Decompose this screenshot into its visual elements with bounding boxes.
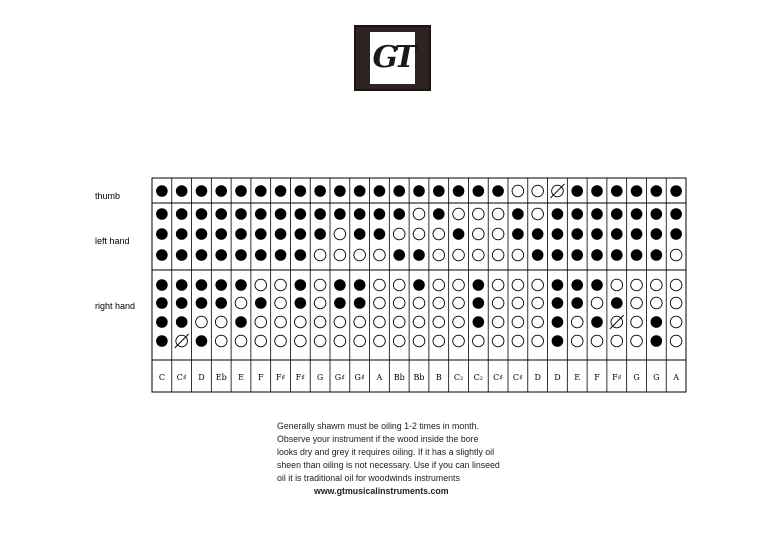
lh-hole-3-closed: [651, 249, 663, 261]
lh-hole-3-closed: [571, 249, 583, 261]
note-label: G: [633, 373, 640, 382]
rh-hole-1-open: [651, 279, 663, 291]
thumb-hole-closed: [611, 185, 623, 197]
gt-logo-text: GT: [370, 32, 415, 84]
thumb-hole-open: [512, 185, 524, 197]
note-label: Eb: [215, 373, 227, 382]
rh-hole-3-closed: [591, 316, 603, 328]
rh-hole-4-open: [492, 335, 504, 347]
rh-hole-4-open: [334, 335, 346, 347]
lh-hole-2-closed: [670, 228, 682, 240]
rh-hole-3-closed: [651, 316, 663, 328]
lh-hole-1-closed: [631, 208, 643, 220]
lh-hole-1-closed: [393, 208, 405, 220]
rh-hole-4-open: [512, 335, 524, 347]
rh-hole-2-closed: [354, 297, 366, 309]
note-label: F: [257, 373, 264, 382]
lh-hole-2-open: [393, 228, 405, 240]
rh-hole-1-open: [275, 279, 287, 291]
rh-hole-2-open: [433, 297, 445, 309]
lh-hole-1-closed: [591, 208, 603, 220]
lh-hole-1-closed: [354, 208, 366, 220]
note-label: D: [198, 373, 205, 382]
rh-hole-4-open: [393, 335, 405, 347]
lh-hole-2-closed: [196, 228, 208, 240]
rh-hole-1-open: [670, 279, 682, 291]
rh-hole-3-open: [571, 316, 583, 328]
lh-hole-1-open: [532, 208, 544, 220]
rh-hole-4-open: [591, 335, 603, 347]
lh-hole-2-closed: [215, 228, 227, 240]
rh-hole-1-open: [611, 279, 623, 291]
lh-hole-3-open: [354, 249, 366, 261]
footer-line: looks dry and grey it requires oiling. If it has a slightly oil: [277, 447, 495, 458]
note-label: Bb: [393, 373, 405, 382]
lh-hole-3-closed: [275, 249, 287, 261]
thumb-hole-closed: [651, 185, 663, 197]
lh-hole-2-closed: [275, 228, 287, 240]
thumb-hole-closed: [492, 185, 504, 197]
lh-hole-2-closed: [611, 228, 623, 240]
lh-hole-3-closed: [156, 249, 168, 261]
rh-hole-4-open: [631, 335, 643, 347]
rh-hole-2-closed: [196, 297, 208, 309]
rh-hole-3-open: [275, 316, 287, 328]
rh-hole-4-closed: [156, 335, 168, 347]
note-label: D: [554, 373, 561, 382]
lh-hole-3-open: [433, 249, 445, 261]
thumb-hole-closed: [374, 185, 386, 197]
lh-hole-2-open: [492, 228, 504, 240]
lh-hole-3-open: [334, 249, 346, 261]
thumb-hole-closed: [156, 185, 168, 197]
lh-hole-3-closed: [413, 249, 425, 261]
lh-hole-3-open: [374, 249, 386, 261]
rh-hole-2-closed: [552, 297, 564, 309]
note-label: G: [316, 373, 324, 382]
rh-hole-2-open: [275, 297, 287, 309]
note-label: F: [594, 373, 600, 382]
note-label: A: [673, 373, 680, 382]
lh-hole-1-open: [492, 208, 504, 220]
rh-hole-3-closed: [176, 316, 188, 328]
note-label: C₂: [473, 373, 483, 382]
lh-hole-1-closed: [670, 208, 682, 220]
rh-hole-2-open: [651, 297, 663, 309]
rh-hole-2-open: [670, 297, 682, 309]
lh-hole-3-closed: [611, 249, 623, 261]
lh-hole-3-open: [473, 249, 485, 261]
lh-hole-3-closed: [196, 249, 208, 261]
note-label: Bb: [413, 373, 425, 382]
rh-hole-3-open: [354, 316, 366, 328]
rh-hole-1-open: [314, 279, 326, 291]
note-label: A: [376, 373, 383, 382]
rh-hole-2-open: [492, 297, 504, 309]
rh-hole-1-closed: [591, 279, 603, 291]
thumb-hole-closed: [393, 185, 405, 197]
note-label: E: [574, 373, 581, 382]
rh-hole-3-open: [215, 316, 227, 328]
lh-hole-3-closed: [552, 249, 564, 261]
thumb-hole-open: [532, 185, 544, 197]
lh-hole-1-closed: [215, 208, 227, 220]
note-label: G: [653, 373, 660, 382]
rh-hole-3-open: [512, 316, 524, 328]
note-label: C♯: [512, 373, 523, 382]
thumb-hole-closed: [215, 185, 227, 197]
rh-hole-4-open: [374, 335, 386, 347]
rh-hole-4-open: [215, 335, 227, 347]
rh-hole-2-closed: [295, 297, 307, 309]
thumb-hole-closed: [413, 185, 425, 197]
lh-hole-3-open: [512, 249, 524, 261]
thumb-hole-closed: [334, 185, 346, 197]
lh-hole-2-closed: [512, 228, 524, 240]
footer-line: Observe your instrument if the wood inside the bore: [277, 434, 479, 445]
thumb-hole-closed: [176, 185, 188, 197]
rh-hole-3-open: [492, 316, 504, 328]
thumb-hole-closed: [275, 185, 287, 197]
rh-hole-4-open: [235, 335, 247, 347]
note-label: C♯: [493, 373, 504, 382]
rh-hole-4-open: [453, 335, 465, 347]
rh-hole-2-open: [453, 297, 465, 309]
lh-hole-3-open: [670, 249, 682, 261]
lh-hole-3-closed: [631, 249, 643, 261]
rh-hole-1-closed: [156, 279, 168, 291]
rh-hole-1-closed: [354, 279, 366, 291]
lh-hole-2-open: [473, 228, 485, 240]
lh-hole-2-closed: [314, 228, 326, 240]
thumb-hole-closed: [196, 185, 208, 197]
lh-hole-1-closed: [433, 208, 445, 220]
rh-hole-3-open: [393, 316, 405, 328]
rh-hole-2-closed: [156, 297, 168, 309]
lh-hole-2-closed: [295, 228, 307, 240]
footer-line: sheen than oiling is not necessary. Use if you can linseed: [277, 460, 500, 471]
thumb-hole-closed: [295, 185, 307, 197]
rh-hole-2-open: [591, 297, 603, 309]
rh-hole-4-closed: [552, 335, 564, 347]
rh-hole-2-open: [512, 297, 524, 309]
rh-hole-3-open: [433, 316, 445, 328]
rh-hole-4-open: [571, 335, 583, 347]
rh-hole-1-closed: [552, 279, 564, 291]
rh-hole-2-closed: [611, 297, 623, 309]
rh-hole-2-open: [374, 297, 386, 309]
rh-hole-2-closed: [215, 297, 227, 309]
rh-hole-3-open: [670, 316, 682, 328]
thumb-hole-closed: [473, 185, 485, 197]
lh-hole-1-open: [453, 208, 465, 220]
lh-hole-1-closed: [255, 208, 267, 220]
note-label: D: [534, 373, 541, 382]
lh-hole-2-closed: [552, 228, 564, 240]
rh-hole-3-open: [255, 316, 267, 328]
rh-hole-2-closed: [571, 297, 583, 309]
row-label-left-hand: left hand: [95, 236, 130, 246]
lh-hole-3-open: [453, 249, 465, 261]
website-link[interactable]: www.gtmusicalinstruments.com: [314, 486, 449, 497]
rh-hole-1-open: [532, 279, 544, 291]
rh-hole-4-open: [611, 335, 623, 347]
rh-hole-3-open: [295, 316, 307, 328]
rh-hole-1-closed: [196, 279, 208, 291]
lh-hole-3-open: [314, 249, 326, 261]
rh-hole-3-open: [374, 316, 386, 328]
lh-hole-2-open: [433, 228, 445, 240]
lh-hole-3-closed: [255, 249, 267, 261]
thumb-hole-closed: [354, 185, 366, 197]
note-label: E: [238, 373, 244, 382]
thumb-hole-closed: [670, 185, 682, 197]
rh-hole-4-closed: [651, 335, 663, 347]
note-label: G♯: [334, 373, 346, 382]
rh-hole-1-open: [492, 279, 504, 291]
lh-hole-1-open: [473, 208, 485, 220]
note-label: F♯: [275, 373, 286, 382]
lh-hole-1-closed: [374, 208, 386, 220]
thumb-hole-closed: [235, 185, 247, 197]
lh-hole-1-closed: [176, 208, 188, 220]
note-label: B: [435, 373, 442, 382]
rh-hole-1-closed: [571, 279, 583, 291]
lh-hole-1-closed: [275, 208, 287, 220]
rh-hole-1-closed: [215, 279, 227, 291]
rh-hole-3-closed: [473, 316, 485, 328]
rh-hole-2-closed: [255, 297, 267, 309]
rh-hole-1-open: [453, 279, 465, 291]
rh-hole-4-open: [532, 335, 544, 347]
rh-hole-3-open: [413, 316, 425, 328]
lh-hole-1-closed: [651, 208, 663, 220]
rh-hole-4-open: [275, 335, 287, 347]
rh-hole-4-open: [473, 335, 485, 347]
rh-hole-2-open: [413, 297, 425, 309]
note-label: G♯: [354, 373, 365, 382]
lh-hole-3-closed: [532, 249, 544, 261]
oiling-instructions: [277, 420, 567, 499]
note-label: C♯: [176, 373, 187, 382]
rh-hole-1-closed: [473, 279, 485, 291]
lh-hole-3-open: [492, 249, 504, 261]
rh-hole-4-open: [314, 335, 326, 347]
rh-hole-2-open: [631, 297, 643, 309]
rh-hole-3-open: [631, 316, 643, 328]
rh-hole-3-closed: [552, 316, 564, 328]
lh-hole-2-closed: [176, 228, 188, 240]
lh-hole-1-open: [413, 208, 425, 220]
lh-hole-1-closed: [334, 208, 346, 220]
lh-hole-1-closed: [295, 208, 307, 220]
lh-hole-3-closed: [393, 249, 405, 261]
lh-hole-2-closed: [591, 228, 603, 240]
thumb-hole-closed: [571, 185, 583, 197]
rh-hole-1-open: [433, 279, 445, 291]
lh-hole-3-closed: [295, 249, 307, 261]
lh-hole-3-closed: [235, 249, 247, 261]
lh-hole-2-closed: [156, 228, 168, 240]
thumb-hole-closed: [591, 185, 603, 197]
note-label: F♯: [295, 373, 306, 382]
rh-hole-3-open: [453, 316, 465, 328]
rh-hole-3-open: [334, 316, 346, 328]
lh-hole-2-closed: [532, 228, 544, 240]
lh-hole-1-closed: [235, 208, 247, 220]
rh-hole-2-open: [314, 297, 326, 309]
lh-hole-1-closed: [512, 208, 524, 220]
rh-hole-1-open: [512, 279, 524, 291]
lh-hole-2-closed: [374, 228, 386, 240]
lh-hole-2-closed: [453, 228, 465, 240]
rh-hole-4-open: [295, 335, 307, 347]
rh-hole-1-open: [631, 279, 643, 291]
rh-hole-2-open: [235, 297, 247, 309]
lh-hole-3-closed: [215, 249, 227, 261]
rh-hole-3-open: [196, 316, 208, 328]
note-label: C: [158, 373, 165, 382]
rh-hole-3-closed: [156, 316, 168, 328]
lh-hole-3-closed: [176, 249, 188, 261]
lh-hole-1-closed: [314, 208, 326, 220]
lh-hole-2-closed: [255, 228, 267, 240]
lh-hole-2-closed: [235, 228, 247, 240]
rh-hole-4-open: [413, 335, 425, 347]
rh-hole-4-open: [354, 335, 366, 347]
lh-hole-3-closed: [591, 249, 603, 261]
lh-hole-1-closed: [611, 208, 623, 220]
rh-hole-1-open: [374, 279, 386, 291]
rh-hole-3-open: [314, 316, 326, 328]
rh-hole-4-closed: [196, 335, 208, 347]
rh-hole-1-closed: [413, 279, 425, 291]
row-label-thumb: thumb: [95, 191, 121, 201]
row-label-right-hand: right hand: [95, 301, 136, 311]
lh-hole-2-closed: [571, 228, 583, 240]
rh-hole-2-closed: [334, 297, 346, 309]
rh-hole-2-closed: [473, 297, 485, 309]
rh-hole-1-open: [393, 279, 405, 291]
lh-hole-1-closed: [156, 208, 168, 220]
note-label: C₂: [453, 373, 464, 382]
lh-hole-2-closed: [631, 228, 643, 240]
lh-hole-2-open: [334, 228, 346, 240]
rh-hole-4-open: [670, 335, 682, 347]
rh-hole-3-open: [532, 316, 544, 328]
rh-hole-1-closed: [295, 279, 307, 291]
rh-hole-2-closed: [176, 297, 188, 309]
rh-hole-3-closed: [235, 316, 247, 328]
thumb-hole-closed: [255, 185, 267, 197]
lh-hole-1-closed: [552, 208, 564, 220]
rh-hole-1-closed: [334, 279, 346, 291]
lh-hole-2-closed: [651, 228, 663, 240]
lh-hole-2-closed: [354, 228, 366, 240]
lh-hole-1-closed: [571, 208, 583, 220]
rh-hole-4-open: [255, 335, 267, 347]
lh-hole-2-open: [413, 228, 425, 240]
thumb-hole-closed: [314, 185, 326, 197]
thumb-hole-closed: [631, 185, 643, 197]
thumb-hole-closed: [453, 185, 465, 197]
thumb-hole-closed: [433, 185, 445, 197]
rh-hole-1-closed: [235, 279, 247, 291]
rh-hole-1-open: [255, 279, 267, 291]
lh-hole-1-closed: [196, 208, 208, 220]
footer-line: Generally shawm must be oiling 1-2 times in month.: [277, 421, 479, 431]
note-label: F♯: [612, 373, 622, 382]
rh-hole-4-open: [433, 335, 445, 347]
rh-hole-1-closed: [176, 279, 188, 291]
rh-hole-2-open: [532, 297, 544, 309]
rh-hole-2-open: [393, 297, 405, 309]
footer-line: oil it is traditional oil for woodwinds instruments: [277, 473, 460, 484]
